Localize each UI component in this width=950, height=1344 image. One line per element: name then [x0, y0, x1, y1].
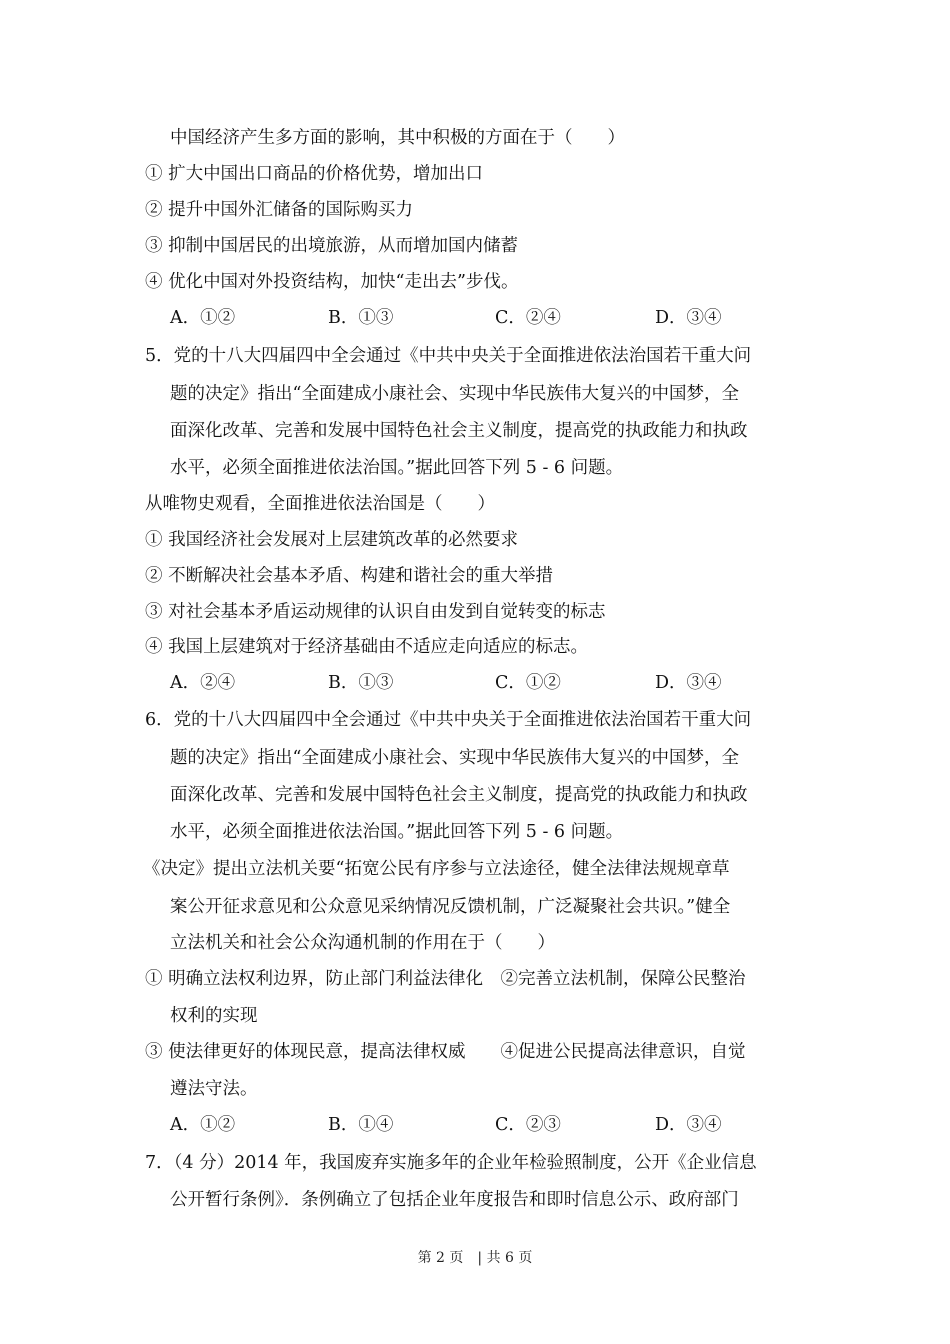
- question-5-line: 5．党的十八大四届四中全会通过《中共中央关于全面推进依法治国若干重大问: [145, 346, 752, 366]
- option-c: C．②③: [495, 1115, 561, 1135]
- question-6-stem: 《决定》提出立法机关要“拓宽公民有序参与立法途径，健全法律法规规章草: [143, 859, 730, 879]
- option-b: B．①③: [328, 308, 394, 328]
- choice-item: 权利的实现: [170, 1006, 258, 1026]
- question-6-line: 6．党的十八大四届四中全会通过《中共中央关于全面推进依法治国若干重大问: [145, 710, 752, 730]
- question-7-line: 公开暂行条例》．条例确立了包括企业年度报告和即时信息公示、政府部门: [170, 1190, 739, 1210]
- option-d: D．③④: [655, 1115, 722, 1135]
- choice-item: ① 明确立法权利边界，防止部门利益法律化 ②完善立法机制，保障公民整治: [145, 969, 746, 989]
- option-a: A．①②: [170, 1115, 236, 1135]
- choice-item: 遵法守法。: [170, 1079, 258, 1099]
- question-6-line: 面深化改革、完善和发展中国特色社会主义制度，提高党的执政能力和执政: [170, 785, 748, 805]
- choice-item: ① 我国经济社会发展对上层建筑改革的必然要求: [145, 530, 519, 550]
- option-b: B．①③: [328, 673, 394, 693]
- question-5-stem: 从唯物史观看，全面推进依法治国是（ ）: [145, 494, 495, 514]
- choice-item: ④ 优化中国对外投资结构，加快“走出去”步伐。: [145, 272, 519, 292]
- choice-item: ③ 使法律更好的体现民意，提高法律权威 ④促进公民提高法律意识，自觉: [145, 1042, 746, 1062]
- question-5-line: 水平，必须全面推进依法治国。”据此回答下列 5 - 6 问题。: [170, 458, 624, 478]
- question-6-stem: 立法机关和社会公众沟通机制的作用在于（ ）: [170, 933, 555, 953]
- option-d: D．③④: [655, 673, 722, 693]
- question-5-line: 面深化改革、完善和发展中国特色社会主义制度，提高党的执政能力和执政: [170, 421, 748, 441]
- question-7-line: 7．（4 分）2014 年，我国废弃实施多年的企业年检验照制度，公开《企业信息: [145, 1153, 757, 1173]
- option-c: C．①②: [495, 673, 561, 693]
- question-6-line: 水平，必须全面推进依法治国。”据此回答下列 5 - 6 问题。: [170, 822, 624, 842]
- option-b: B．①④: [328, 1115, 394, 1135]
- choice-item: ④ 我国上层建筑对于经济基础由不适应走向适应的标志。: [145, 637, 589, 657]
- option-d: D．③④: [655, 308, 722, 328]
- choice-item: ① 扩大中国出口商品的价格优势，增加出口: [145, 164, 484, 184]
- choice-item: ③ 对社会基本矛盾运动规律的认识自由发到自觉转变的标志: [145, 602, 606, 622]
- option-a: A．②④: [170, 673, 236, 693]
- page-footer: 第 2 页 | 共 6 页: [417, 1250, 533, 1266]
- choice-item: ② 提升中国外汇储备的国际购买力: [145, 200, 414, 220]
- option-a: A．①②: [170, 308, 236, 328]
- question-5-line: 题的决定》指出“全面建成小康社会、实现中华民族伟大复兴的中国梦，全: [170, 384, 739, 404]
- option-c: C．②④: [495, 308, 561, 328]
- question-6-line: 题的决定》指出“全面建成小康社会、实现中华民族伟大复兴的中国梦，全: [170, 748, 739, 768]
- text-line: 中国经济产生多方面的影响，其中积极的方面在于（ ）: [170, 128, 625, 148]
- choice-item: ② 不断解决社会基本矛盾、构建和谐社会的重大举措: [145, 566, 554, 586]
- question-6-stem: 案公开征求意见和公众意见采纳情况反馈机制，广泛凝聚社会共识。”健全: [170, 897, 731, 917]
- choice-item: ③ 抑制中国居民的出境旅游，从而增加国内储蓄: [145, 236, 519, 256]
